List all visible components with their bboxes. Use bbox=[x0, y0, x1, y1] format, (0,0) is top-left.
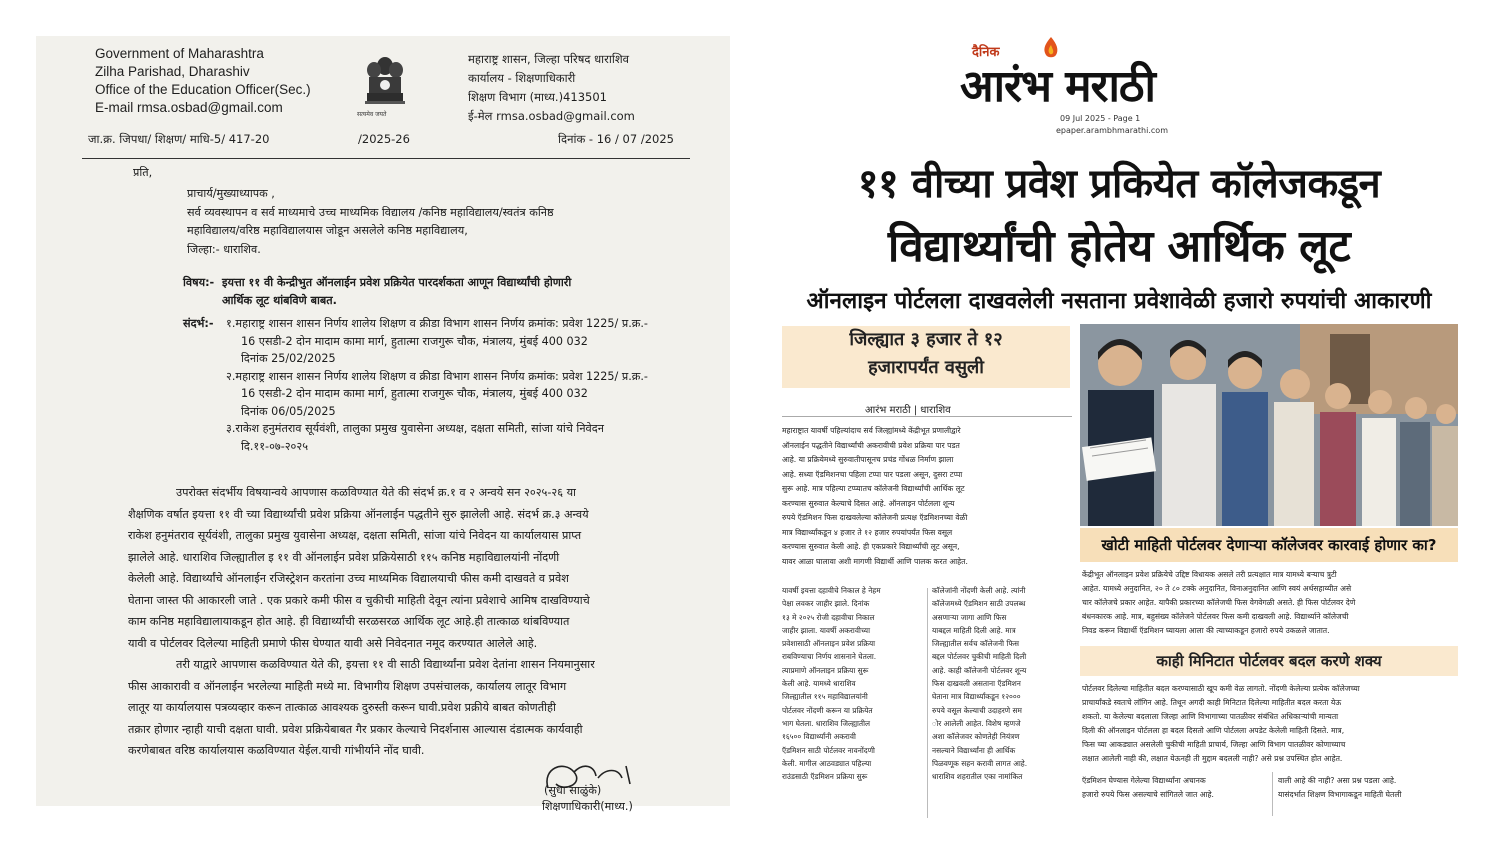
lead-line: रुपये ऍडमिशन फिस दाखवलेल्या कॉलेजनी प्रत्यक्ष ऍडमिशनच्या वेळी bbox=[782, 513, 968, 522]
column-line: वाली आहे की नाही? असा प्रश्न पडला आहे. bbox=[1278, 776, 1397, 785]
body-line: घेताना जास्त फी आकारली जाते . एक प्रकारे कमी फीस व चुकीची माहिती देवून त्यांना प्रवेशाचे आमिष दाखविण्याचे bbox=[128, 593, 590, 607]
letter-body bbox=[128, 482, 595, 762]
body-line: झालेले आहे. धाराशिव जिल्ह्यातील इ ११ वी ऑनलाईन प्रवेश प्रक्रियेसाठी ११५ कनिष्ठ महाविद्यालयांनी नोंदणी bbox=[128, 550, 560, 564]
body-line: यावी व पोर्टलवर दिलेल्या माहिती प्रमाणे फीस घेण्यात यावी असे निवेदनात नमूद करण्यात आलेले आहे. bbox=[128, 636, 538, 650]
section-subheading: काही मिनिटात पोर्टलवर बदल करणे शक्य bbox=[1080, 646, 1458, 676]
column-line: जाहीर झाला. यावर्षी अकरावीच्या bbox=[782, 625, 870, 635]
photo-caption: खोटी माहिती पोर्टलवर देणाऱ्या कॉलेजवर कारवाई होणार का? bbox=[1080, 528, 1458, 562]
letter-date: दिनांक - 16 / 07 /2025 bbox=[558, 132, 674, 146]
official-letter bbox=[36, 36, 730, 813]
paragraph-line: केंद्रीभूत ऑनलाइन प्रवेश प्रक्रियेचे उद्दिष्ट विधायक असले तरी प्रत्यक्षात मात्र यामध्ये बऱ्याच त्रुटी bbox=[1082, 570, 1337, 579]
paragraph-line: शकतो. या केलेल्या बदलाला जिल्हा आणि विभागाच्या पातळीवर संबंधित अधिकाऱ्यांची मान्यता bbox=[1082, 712, 1339, 721]
column-line: १३ मे २०२५ रोजी दहावीचा निकाल bbox=[782, 612, 875, 622]
column-2 bbox=[932, 584, 1074, 783]
body-line: राकेश हनुमंतराव सूर्यवंशी, तालुका प्रमुख युवासेना अध्यक्ष, दक्षता समिती, सांजा यांचे निवेदन या कार्यालयास प्राप्त bbox=[128, 529, 582, 542]
lead-line: सुरू आहे. मात्र पहिल्या टप्प्यातच कॉलेजनी विद्यार्थ्यांची आर्थिक लूट bbox=[782, 484, 965, 493]
letterhead-english bbox=[95, 45, 311, 117]
body-line: तरी याद्वारे आपणास कळविण्यात येते की, इयत्ता ११ वी साठी विद्यार्थ्यांना प्रवेश देतांना शासन नियमानुसार bbox=[176, 658, 595, 671]
lead-line: मात्र विद्यार्थ्यांकडून ४ हजार ते १२ हजार रुपयांपर्यंत फिस वसूल bbox=[782, 527, 953, 537]
recipient-line: सर्व व्यवस्थापन व सर्व माध्यमाचे उच्च माध्यमिक विद्यालय /कनिष्ठ महाविद्यालय/स्वतंत्र कनिष्ठ bbox=[187, 205, 554, 219]
recipient-line: प्राचार्य/मुख्याध्यापक , bbox=[187, 187, 275, 200]
lead-line: करण्यास सुरुवात केल्याचे दिसत आहे. ऑनलाइन पोर्टलला शून्य bbox=[782, 498, 955, 508]
paragraph-line: चार कॉलेजचे प्रकार आहेत. यापैकी प्रकारच्या कॉलेजची फिस वेगवेगळी असते. ही फिस पोर्टलवर देणे bbox=[1082, 598, 1356, 607]
lead-line: महाराष्ट्रात यावर्षी पहिल्यांदाच सर्व जिल्ह्यांमध्ये केंद्रीभूत प्रणालीद्वारे bbox=[782, 426, 961, 435]
lead-line: करण्यास सुरुवात केली आहे. ही एकप्रकारे विद्यार्थ्यांची लूट असून, bbox=[782, 542, 960, 551]
body-line: फीस आकारावी व ऑनलाईन भरलेल्या माहिती मध्ये मा. विभागीय शिक्षण उपसंचालक, कार्यालय लातूर विभाग bbox=[128, 679, 567, 693]
subheadline: ऑनलाइन पोर्टलला दाखवलेली नसताना प्रवेशावेळी हजारो रुपयांची आकारणी bbox=[806, 288, 1432, 314]
column-line: याबद्दल माहिती दिली आहे. मात्र bbox=[932, 625, 1016, 635]
column-line: यासंदर्भात शिक्षण विभागाकडून माहिती घेतली bbox=[1278, 790, 1402, 799]
body-line: काम कनिष्ठ महाविद्यालायाकडून होत आहे. ही विद्यार्थ्यांची सरळसरळ आर्थिक लूट आहे.ही तात्काळ थांबविण्यात bbox=[128, 615, 570, 628]
column-line: भाग घेतला. धाराशिव जिल्ह्यातील bbox=[782, 718, 871, 728]
paragraph-line: दिली की ऑनलाइन पोर्टलला हा बदल दिसतो आणि पोर्टलला अपडेट केलेली माहिती दिसते. मात्र, bbox=[1082, 726, 1345, 735]
masthead-daily-label: दैनिक bbox=[972, 45, 1000, 60]
paragraph-line: प्राचार्यांकडे स्वतःचे लॉगिन आहे. तिथून अगदी काही मिनिटात दिलेल्या माहितीत बदल करता येऊ bbox=[1082, 698, 1342, 707]
column-line: राबविण्याचा निर्णय शासनाने घेतला. bbox=[782, 652, 877, 662]
column-line: ोर आलेली आहेत. विशेष म्हणजे bbox=[932, 718, 1021, 728]
state-emblem bbox=[357, 50, 409, 120]
paragraph-line: बंधनकारक आहे. मात्र, बहुसंख्य कॉलेजने पोर्टलवर फिस कमी दाखवली आहे. विद्यार्थ्याने कॉलेजची bbox=[1082, 612, 1349, 621]
right-paragraph-2 bbox=[1082, 682, 1458, 766]
reference-number: जा.क्र. जिपधा/ शिक्षण/ माधि-5/ 417-20 bbox=[88, 132, 270, 146]
letterhead-divider bbox=[82, 158, 690, 159]
column-line: कॉलेजांनी नोंदणी केली आहे. त्यांनी bbox=[932, 586, 1026, 595]
column-line: केली. मागील आठवड्यात पहिल्या bbox=[782, 758, 872, 768]
edition-date: 09 Jul 2025 - Page 1 bbox=[1060, 114, 1141, 123]
column-line: फिस दाखवली असताना ऍडमिशन bbox=[932, 679, 1021, 689]
column-3 bbox=[1082, 774, 1267, 802]
lead-line: यावर आळा घालावा अशी मागणी विद्यार्थी आणि पालक करत आहेत. bbox=[782, 556, 968, 566]
column-line: अशा कॉलेजवर कोणतेही नियंत्रण bbox=[932, 732, 1020, 742]
reference-line: ३.राकेश हनुमंतराव सूर्यवंशी, तालुका प्रमुख युवासेना अध्यक्ष, दक्षता समिती, सांजा यांचे निवेदन bbox=[226, 422, 604, 435]
column-line: १६५०० विद्यार्थ्यांनी अकरावी bbox=[782, 732, 856, 742]
body-line: शैक्षणिक वर्षात इयत्ता ११ वी च्या विद्यार्थ्यांची प्रवेश प्रक्रिया ऑनलाईन पद्धतीने सुरु झालेली आहे. संदर्भ क्र.३ अन्वये bbox=[128, 507, 589, 521]
column-line: हजारो रुपये फिस असल्याचे सांगितले जात आहे. bbox=[1082, 790, 1214, 799]
paragraph-line: आहेत. यामध्ये अनुदानित, २० ते ८० टक्के अनुदानित, विनाअनुदानित आणि स्वयं अर्थसहाय्यीत असे bbox=[1082, 584, 1352, 593]
reference-line: २.महाराष्ट्र शासन शासन निर्णय शालेय शिक्षण व क्रीडा विभाग शासन निर्णय क्रमांक: प्रवेश 1225/ प्र.क्र.- bbox=[226, 369, 648, 383]
column-line: केली आहे. यामध्ये धाराशिव bbox=[782, 679, 856, 689]
byline: आरंभ मराठी | धाराशिव bbox=[865, 405, 951, 416]
column-line: कॉलेजमध्ये ऍडमिशन साठी उपलब्ध bbox=[932, 599, 1026, 609]
to-label: प्रति, bbox=[133, 166, 153, 179]
column-line: जिल्ह्यातील सर्वच कॉलेजनी फिस bbox=[932, 639, 1020, 649]
highlight-box bbox=[782, 326, 1070, 388]
paragraph-line: फिस च्या आकड्यात असलेली चुकीची माहिती प्राचार्य, जिल्हा आणि विभाग पातळीवर कोणाच्याच bbox=[1082, 740, 1346, 749]
body-line: करणेबाबत वरिष्ठ कार्यालयास कळविण्यात येईल.याची गांभीर्याने नोंद घावी. bbox=[128, 744, 425, 757]
highlight-line: जिल्ह्यात ३ हजार ते १२ bbox=[849, 329, 1003, 350]
right-paragraph-1 bbox=[1082, 568, 1458, 638]
letterhead-line: Office of the Education Officer(Sec.) bbox=[95, 82, 311, 97]
recipient-line: जिल्हा:- धाराशिव. bbox=[187, 242, 261, 256]
letterhead-marathi bbox=[468, 50, 635, 126]
reference-line: 16 एसडी-2 दोन मादाम कामा मार्ग, हुतात्मा राजगुरू चौक, मंत्रालय, मुंबई 400 032 bbox=[241, 387, 588, 400]
body-line: लातूर या कार्यालयास पत्रव्यव्हार करून तात्काळ आवश्यक दुरुस्ती करून घावी.प्रवेश प्रक्रीये बाबत कोणतीही bbox=[128, 701, 556, 714]
reference-line: १.महाराष्ट्र शासन शासन निर्णय शालेय शिक्षण व क्रीडा विभाग शासन निर्णय क्रमांक: प्रवेश 1225/ प्र.क्र.- bbox=[226, 317, 648, 330]
column-line: त्याप्रमाणे ऑनलाइन प्रक्रिया सुरू bbox=[782, 665, 869, 675]
students-queue-image bbox=[1080, 324, 1458, 526]
letterhead-line: शिक्षण विभाग (माध्य.)413501 bbox=[468, 90, 607, 104]
lead-line: आहे. सध्या ऍडमिशनचा पहिला टप्पा पार पडला असून, दुसरा टप्पा bbox=[782, 469, 963, 479]
paragraph-line: पोर्टलवर दिलेल्या माहितीत बदल करण्यासाठी खूप कमी वेळ लागतो. नोंदणी केलेल्या प्रत्येक कॉलेजच्या bbox=[1082, 684, 1360, 693]
body-line: केलेली आहे. विद्यार्थ्यांचे ऑनलाईन रजिस्ट्रेशन करतांना उच्च माध्यमिक विद्यालयाची फीस कमी दाखवते व प्रवेश bbox=[128, 572, 569, 585]
epaper-url: epaper.arambhmarathi.com bbox=[1056, 126, 1168, 135]
column-line: बद्दल पोर्टलवर चुकीची माहिती दिली bbox=[932, 652, 1027, 662]
masthead bbox=[960, 36, 1280, 146]
column-4 bbox=[1278, 774, 1460, 802]
column-line: धाराशिव शहरातील एका नामांकित bbox=[932, 772, 1023, 782]
column-line: घेताना मात्र विद्यार्थ्यांकडून १२००० bbox=[932, 692, 1021, 702]
reference-line: दिनांक 06/05/2025 bbox=[241, 404, 336, 418]
letterhead-line: कार्यालय - शिक्षणाधिकारी bbox=[468, 71, 576, 85]
subject-label: विषय:- bbox=[183, 276, 215, 289]
reference-line: दिनांक 25/02/2025 bbox=[241, 352, 336, 365]
signatory-title: शिक्षणाधिकारी(माध्य.) bbox=[542, 800, 633, 813]
highlight-line: हजारापर्यंत वसुली bbox=[868, 357, 984, 378]
recipient-line: महाविद्यालय/वरिष्ठ महाविद्यालयास जोडून असलेले कनिष्ठ महाविद्यालय, bbox=[187, 224, 468, 237]
letterhead-line: ई-मेल rmsa.osbad@gmail.com bbox=[468, 109, 635, 123]
reference-line: दि.११-०७-२०२५ bbox=[241, 439, 309, 453]
reference-line: 16 एसडी-2 दोन मादाम कामा मार्ग, हुतात्मा राजगुरू चौक, मंत्रालय, मुंबई 400 032 bbox=[241, 334, 588, 348]
body-line: तक्रार होणार न्हाही याची दक्षता घावी. प्रवेश प्रक्रियेबाबत गैर प्रकार केल्याचे निदर्शनास आल्यास दंडात्मक कार्यवाही bbox=[128, 722, 583, 736]
column-line: ऍडमिशन घेण्यास गेलेल्या विद्यार्थ्यांना अचानक bbox=[1082, 776, 1206, 785]
letterhead-line: महाराष्ट्र शासन, जिल्हा परिषद धाराशिव bbox=[468, 52, 630, 66]
subject-line: आर्थिक लूट थांबविणे बाबत. bbox=[222, 294, 337, 307]
column-line: जिल्ह्यातील ११५ महाविद्यालयांनी bbox=[782, 692, 868, 702]
column-line: असणाऱ्या जागा आणि फिस bbox=[932, 612, 1007, 622]
column-divider bbox=[1272, 772, 1273, 816]
letterhead-line: Government of Maharashtra bbox=[95, 46, 264, 61]
headline-line-1: ११ वीच्या प्रवेश प्रकियेत कॉलेजकडून bbox=[857, 161, 1381, 207]
column-line: यावर्षी इयत्ता दहावीचे निकाल हे नेहम bbox=[782, 586, 881, 595]
references-list bbox=[226, 315, 648, 455]
letterhead-line: Zilha Parishad, Dharashiv bbox=[95, 64, 250, 79]
recipient-block bbox=[187, 185, 554, 259]
column-line: रुपये वसूल केल्याची उदाहरणे सम bbox=[932, 705, 1022, 715]
paragraph-line: लक्षात आलेली नाही की, लक्षात येऊनही ती मुद्दाम बदलली नाही? असे प्रश्न उपस्थित होत आहेत. bbox=[1082, 754, 1343, 763]
paragraph-line: निवड करून विद्यार्थी ऍडमिशन घ्यायला आला की त्याच्याकडून हजारो रुपये उकळले जातात. bbox=[1082, 626, 1330, 635]
body-line: उपरोक्त संदर्भीय विषयान्वये आपणास कळविण्यात येते की संदर्भ क्र.१ व २ अन्वये सन २०२५-२६ या bbox=[176, 486, 576, 499]
subject-text bbox=[222, 274, 571, 310]
subject-line: इयत्ता ११ वी केन्द्रीभुत ऑनलाईन प्रवेश प्रक्रियेत पारदर्शकता आणून विद्यार्थ्यांची होणारी bbox=[222, 276, 572, 289]
column-line: प्रवेशासाठी ऑनलाइन प्रवेश प्रक्रिया bbox=[782, 639, 876, 649]
emblem-motto: सत्यमेव जयते bbox=[357, 111, 387, 118]
headline-line-2: विद्यार्थ्यांची होतेय आर्थिक लूट bbox=[887, 221, 1351, 272]
column-line: राउंडसाठी ऍडमिशन प्रक्रिया सुरू bbox=[782, 772, 868, 782]
newspaper-clipping bbox=[770, 36, 1468, 816]
column-line: नसल्याने विद्यार्थ्यांना ही आर्थिक bbox=[932, 745, 1016, 755]
column-1 bbox=[782, 584, 924, 783]
reference-year: /2025-26 bbox=[358, 132, 410, 146]
lead-line: आहे. या प्रक्रियेमध्ये सुरुवातीपासूनच प्रचंड गोंधळ निर्माण झाला bbox=[782, 455, 954, 464]
lead-line: ऑनलाईन पद्धतीने विद्यार्थ्यांची अकरावीची प्रवेश प्रक्रिया पार पडत bbox=[782, 440, 960, 450]
column-line: पिळवणूक सहन करावी लागत आहे. bbox=[932, 758, 1028, 768]
students-photo bbox=[1080, 324, 1458, 526]
letterhead-line: E-mail rmsa.osbad@gmail.com bbox=[95, 100, 283, 115]
masthead-title: आरंभ मराठी bbox=[960, 61, 1155, 112]
column-divider bbox=[927, 588, 928, 818]
byline-divider bbox=[782, 416, 1072, 417]
column-line: ऍडमिशन साठी पोर्टलवर नावनोंदणी bbox=[782, 745, 875, 755]
column-line: पोर्टलवर नोंदणी करून या प्रक्रियेत bbox=[782, 705, 873, 715]
signatory-name: (सुधा साळुंके) bbox=[544, 784, 602, 797]
column-line: आहे. काही कॉलेजनी पोर्टलवर शून्य bbox=[932, 665, 1027, 675]
column-line: पेक्षा लवकर जाहीर झाले. दिनांक bbox=[782, 599, 870, 609]
references-label: संदर्भ:- bbox=[183, 317, 214, 330]
lead-paragraph bbox=[782, 424, 1074, 569]
